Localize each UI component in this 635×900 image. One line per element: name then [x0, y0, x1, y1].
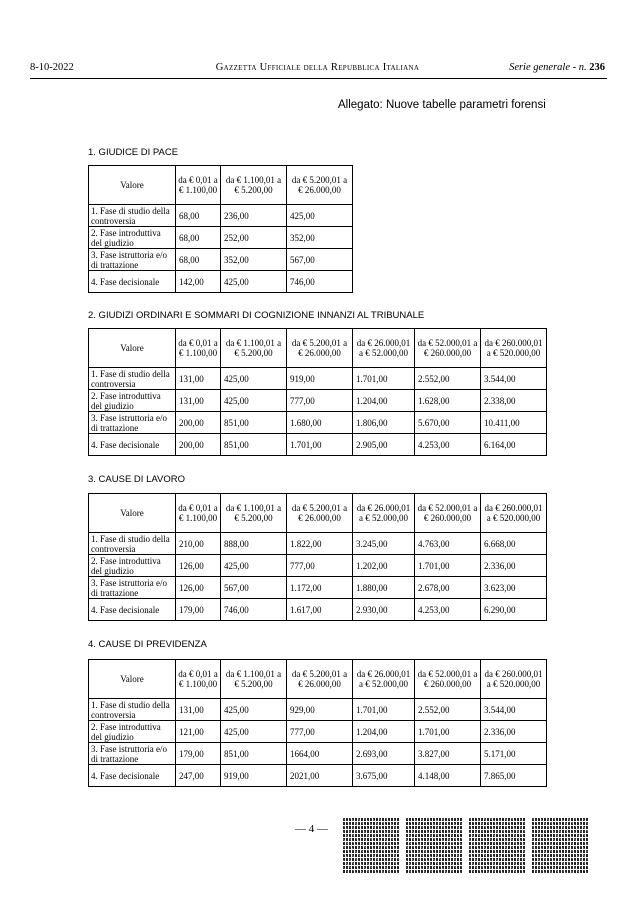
table-row [89, 743, 547, 765]
table-row [89, 271, 353, 293]
table-giudice-di-pace [88, 165, 353, 293]
value-cell: 1.822,00 [287, 533, 353, 555]
value-cell: 1.701,00 [287, 434, 353, 456]
section-title-2: 2. GIUDIZI ORDINARI E SOMMARI DI COGNIZIONE INNANZI AL TRIBUNALE [88, 310, 425, 321]
value-cell: 777,00 [287, 555, 353, 577]
header-gazette-title: Gazzetta Ufficiale della Repubblica Italiana [215, 62, 420, 73]
series-number: 236 [589, 62, 605, 73]
value-cell: 1.806,00 [353, 412, 415, 434]
row-label: 4. Fase decisionale [89, 434, 176, 456]
row-label: 4. Fase decisionale [89, 765, 176, 787]
value-cell: 425,00 [221, 555, 287, 577]
value-cell: 888,00 [221, 533, 287, 555]
value-cell: 2021,00 [287, 765, 353, 787]
row-label: 2. Fase introduttiva del giudizio [89, 555, 176, 577]
value-cell: 4.253,00 [415, 434, 481, 456]
row-label: 1. Fase di studio della controversia [89, 368, 176, 390]
value-cell: 425,00 [221, 271, 287, 293]
header-cell: Valore [89, 166, 176, 205]
value-cell: 2.905,00 [353, 434, 415, 456]
value-cell: 851,00 [221, 434, 287, 456]
row-label: 2. Fase introduttiva del giudizio [89, 721, 176, 743]
qr-code-icon [405, 818, 463, 874]
value-cell: 1.701,00 [415, 721, 481, 743]
value-cell: 126,00 [176, 577, 221, 599]
value-cell: 200,00 [176, 412, 221, 434]
table-row [89, 765, 547, 787]
header-cell: da € 26.000,01 a € 52.000,00 [353, 660, 415, 699]
value-cell: 126,00 [176, 555, 221, 577]
value-cell: 131,00 [176, 699, 221, 721]
value-cell: 425,00 [221, 368, 287, 390]
row-label: 1. Fase di studio della controversia [89, 699, 176, 721]
value-cell: 1.701,00 [415, 555, 481, 577]
value-cell: 1.202,00 [353, 555, 415, 577]
header-cell: da € 52.000,01 a € 260.000,00 [415, 329, 481, 368]
header-cell: da € 1.100,01 a € 5.200,00 [221, 166, 287, 205]
table-tribunale [88, 328, 547, 456]
header-cell: Valore [89, 660, 176, 699]
value-cell: 929,00 [287, 699, 353, 721]
value-cell: 2.552,00 [415, 699, 481, 721]
value-cell: 1.701,00 [353, 368, 415, 390]
header-cell: da € 5.200,01 a € 26.000,00 [287, 329, 353, 368]
table-row [89, 412, 547, 434]
header-cell: da € 5.200,01 a € 26.000,00 [287, 494, 353, 533]
value-cell: 3.623,00 [481, 577, 547, 599]
header-cell: da € 0,01 a € 1.100,00 [176, 660, 221, 699]
header-cell: da € 0,01 a € 1.100,00 [176, 494, 221, 533]
value-cell: 3.544,00 [481, 699, 547, 721]
value-cell: 200,00 [176, 434, 221, 456]
value-cell: 131,00 [176, 390, 221, 412]
value-cell: 2.678,00 [415, 577, 481, 599]
table-cause-di-previdenza [88, 659, 547, 787]
row-label: 3. Fase istruttoria e/o di trattazione [89, 577, 176, 599]
table-row [89, 555, 547, 577]
value-cell: 210,00 [176, 533, 221, 555]
allegato-title: Allegato: Nuove tabelle parametri forensi [338, 99, 546, 111]
table-row [89, 721, 547, 743]
value-cell: 1.204,00 [353, 390, 415, 412]
header-cell: da € 52.000,01 a € 260.000,00 [415, 660, 481, 699]
header-cell: da € 5.200,01 a € 26.000,00 [287, 166, 353, 205]
row-label: 3. Fase istruttoria e/o di trattazione [89, 249, 176, 271]
value-cell: 425,00 [287, 205, 353, 227]
value-cell: 352,00 [287, 227, 353, 249]
row-label: 3. Fase istruttoria e/o di trattazione [89, 412, 176, 434]
value-cell: 3.245,00 [353, 533, 415, 555]
qr-code-icon [531, 818, 589, 874]
value-cell: 131,00 [176, 368, 221, 390]
value-cell: 179,00 [176, 743, 221, 765]
table-row [89, 249, 353, 271]
row-label: 2. Fase introduttiva del giudizio [89, 390, 176, 412]
value-cell: 2.338,00 [481, 390, 547, 412]
value-cell: 179,00 [176, 599, 221, 621]
value-cell: 2.930,00 [353, 599, 415, 621]
header-cell: da € 260.000,01 a € 520.000,00 [481, 494, 547, 533]
page-number: — 4 — [295, 823, 328, 835]
table-row [89, 434, 547, 456]
section-title-3: 3. CAUSE DI LAVORO [88, 474, 185, 485]
value-cell: 746,00 [221, 599, 287, 621]
value-cell: 3.675,00 [353, 765, 415, 787]
value-cell: 425,00 [221, 721, 287, 743]
value-cell: 5.171,00 [481, 743, 547, 765]
value-cell: 121,00 [176, 721, 221, 743]
header-date: 8-10-2022 [30, 62, 74, 73]
row-label: 3. Fase istruttoria e/o di trattazione [89, 743, 176, 765]
value-cell: 142,00 [176, 271, 221, 293]
value-cell: 236,00 [221, 205, 287, 227]
row-label: 4. Fase decisionale [89, 599, 176, 621]
table-row [89, 533, 547, 555]
table-header-row [89, 494, 547, 533]
row-label: 4. Fase decisionale [89, 271, 176, 293]
header-cell: da € 0,01 a € 1.100,00 [176, 166, 221, 205]
value-cell: 352,00 [221, 249, 287, 271]
value-cell: 851,00 [221, 743, 287, 765]
value-cell: 5.670,00 [415, 412, 481, 434]
value-cell: 6.290,00 [481, 599, 547, 621]
value-cell: 567,00 [221, 577, 287, 599]
header-cell: da € 1.100,01 a € 5.200,00 [221, 494, 287, 533]
value-cell: 252,00 [221, 227, 287, 249]
value-cell: 6.164,00 [481, 434, 547, 456]
value-cell: 3.544,00 [481, 368, 547, 390]
value-cell: 1.880,00 [353, 577, 415, 599]
table-header-row [89, 329, 547, 368]
header-cell: da € 52.000,01 a € 260.000,00 [415, 494, 481, 533]
value-cell: 7.865,00 [481, 765, 547, 787]
value-cell: 2.336,00 [481, 721, 547, 743]
header-cell: da € 1.100,01 a € 5.200,00 [221, 329, 287, 368]
table-row [89, 227, 353, 249]
qr-code-icon [342, 818, 400, 874]
value-cell: 68,00 [176, 227, 221, 249]
row-label: 2. Fase introduttiva del giudizio [89, 227, 176, 249]
header-cell: da € 26.000,01 a € 52.000,00 [353, 329, 415, 368]
value-cell: 6.668,00 [481, 533, 547, 555]
value-cell: 2.336,00 [481, 555, 547, 577]
header-cell: da € 0,01 a € 1.100,00 [176, 329, 221, 368]
qr-code-icon [468, 818, 526, 874]
value-cell: 247,00 [176, 765, 221, 787]
table-row [89, 699, 547, 721]
table-cause-di-lavoro [88, 493, 547, 621]
value-cell: 1.204,00 [353, 721, 415, 743]
value-cell: 4.763,00 [415, 533, 481, 555]
value-cell: 919,00 [287, 368, 353, 390]
value-cell: 425,00 [221, 390, 287, 412]
value-cell: 1664,00 [287, 743, 353, 765]
value-cell: 425,00 [221, 699, 287, 721]
header-cell: Valore [89, 494, 176, 533]
table-header-row [89, 660, 547, 699]
section-title-4: 4. CAUSE DI PREVIDENZA [88, 639, 207, 650]
value-cell: 1.680,00 [287, 412, 353, 434]
series-label: Serie generale - n. [509, 62, 587, 73]
header-cell: da € 1.100,01 a € 5.200,00 [221, 660, 287, 699]
value-cell: 746,00 [287, 271, 353, 293]
header-cell: da € 260.000,01 a € 520.000,00 [481, 329, 547, 368]
section-title-1: 1. GIUDICE DI PACE [88, 147, 179, 158]
value-cell: 777,00 [287, 721, 353, 743]
table-row [89, 599, 547, 621]
table-row [89, 205, 353, 227]
value-cell: 3.827,00 [415, 743, 481, 765]
table-row [89, 368, 547, 390]
header-cell: da € 26.000,01 a € 52.000,00 [353, 494, 415, 533]
value-cell: 1.701,00 [353, 699, 415, 721]
value-cell: 1.617,00 [287, 599, 353, 621]
header-cell: da € 260.000,01 a € 520.000,00 [481, 660, 547, 699]
value-cell: 777,00 [287, 390, 353, 412]
page-header [30, 62, 605, 78]
table-row [89, 390, 547, 412]
header-series [509, 62, 605, 73]
row-label: 1. Fase di studio della controversia [89, 533, 176, 555]
value-cell: 1.172,00 [287, 577, 353, 599]
table-row [89, 577, 547, 599]
row-label: 1. Fase di studio della controversia [89, 205, 176, 227]
value-cell: 1.628,00 [415, 390, 481, 412]
value-cell: 68,00 [176, 249, 221, 271]
value-cell: 4.253,00 [415, 599, 481, 621]
table-header-row [89, 166, 353, 205]
value-cell: 567,00 [287, 249, 353, 271]
header-cell: Valore [89, 329, 176, 368]
value-cell: 851,00 [221, 412, 287, 434]
value-cell: 2.552,00 [415, 368, 481, 390]
value-cell: 4.148,00 [415, 765, 481, 787]
header-divider [30, 78, 607, 79]
value-cell: 68,00 [176, 205, 221, 227]
value-cell: 2.693,00 [353, 743, 415, 765]
value-cell: 10.411,00 [481, 412, 547, 434]
value-cell: 919,00 [221, 765, 287, 787]
header-cell: da € 5.200,01 a € 26.000,00 [287, 660, 353, 699]
